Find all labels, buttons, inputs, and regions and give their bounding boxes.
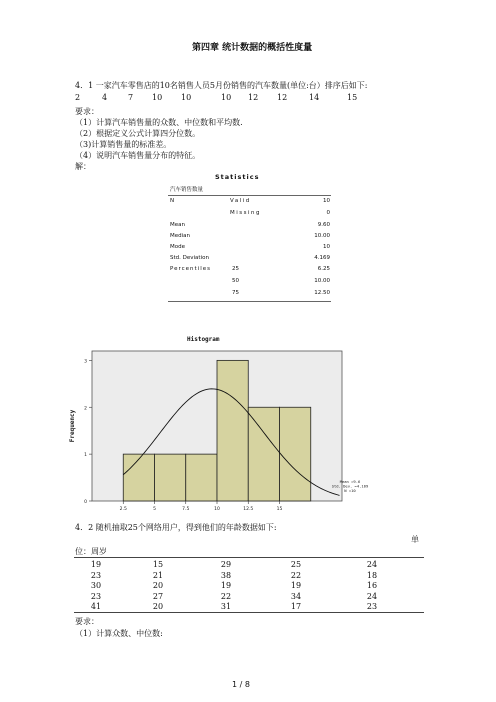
page-title: 第四章 统计数据的概括性度量: [192, 43, 313, 53]
stat-value: 9.60: [317, 222, 330, 228]
stat-sublabel: 25: [232, 266, 239, 272]
y-tick-label: 2: [84, 406, 87, 412]
requirement-item: （2）根据定义公式计算四分位数。: [75, 129, 201, 138]
histogram-bar: [123, 454, 154, 501]
age-cell: 24: [366, 560, 378, 569]
data-value: 15: [347, 93, 358, 102]
age-cell: 16: [366, 581, 378, 590]
stat-label: Std. Deviation: [170, 255, 209, 261]
data-value: 2: [75, 93, 81, 102]
stat-label: N: [170, 198, 175, 204]
page-number: 1 / 8: [232, 680, 250, 689]
histogram-bar: [217, 360, 248, 501]
data-value: 12: [248, 93, 259, 102]
x-tick-label: 15: [276, 507, 283, 512]
age-cell: 17: [290, 602, 302, 611]
stat-value: 12.50: [314, 290, 330, 296]
requirement-item: （1）计算众数、中位数:: [75, 629, 163, 638]
age-cell: 23: [366, 602, 378, 611]
data-value: 10: [221, 93, 232, 102]
question-4-2-intro: 4．2 随机抽取25个网络用户，得到他们的年龄数据如下:: [75, 523, 277, 532]
y-tick-label: 1: [84, 453, 87, 459]
stat-label: Mean: [170, 222, 185, 228]
age-cell: 30: [90, 581, 102, 590]
x-tick-label: 5: [153, 507, 156, 512]
solution-label: 解：: [75, 162, 91, 171]
stat-value: 10.00: [314, 278, 330, 284]
stat-sublabel: Valid: [230, 198, 251, 204]
age-cell: 19: [90, 560, 102, 569]
stat-label: Mode: [170, 244, 185, 250]
age-cell: 31: [220, 602, 232, 611]
age-cell: 19: [290, 581, 302, 590]
stat-sublabel: 50: [232, 278, 239, 284]
age-cell: 34: [290, 591, 302, 601]
data-value: 7: [128, 93, 134, 102]
legend-entry: Mean =9.6: [339, 479, 361, 484]
data-value: 10: [181, 93, 192, 102]
requirements-label: 要求：: [75, 107, 99, 116]
age-cell: 25: [290, 560, 302, 569]
stat-value: 10.00: [314, 233, 330, 239]
age-cell: 23: [90, 570, 102, 580]
requirement-item: （3)计算销售量的标准差。: [75, 140, 172, 149]
data-value: 4: [102, 93, 108, 102]
age-cell: 29: [220, 560, 232, 569]
data-value: 10: [152, 93, 163, 102]
histogram-bar: [280, 407, 311, 501]
legend-entry: Std. Dev. =4.169: [331, 483, 369, 489]
age-cell: 21: [152, 570, 164, 580]
age-cell: 19: [220, 581, 232, 590]
data-value: 14: [309, 93, 320, 102]
variable-label: 汽车销售数量: [170, 187, 204, 193]
x-tick-label: 2.5: [119, 507, 127, 512]
age-cell: 41: [90, 602, 102, 611]
age-cell: 38: [220, 570, 232, 580]
histogram-bar: [248, 407, 279, 501]
unit-label-right: 单: [411, 535, 419, 544]
unit-label: 位：周岁: [75, 547, 107, 556]
requirement-item: （4）说明汽车销售量分布的特征。: [75, 151, 201, 160]
y-tick-label: 3: [84, 359, 87, 365]
x-tick-label: 7.5: [182, 507, 190, 512]
x-tick-label: 12.5: [243, 507, 254, 512]
y-axis-label: Frequency: [69, 409, 76, 443]
histogram-title: Histogram: [187, 336, 220, 343]
requirements-label-4-2: 要求：: [75, 617, 99, 626]
data-value: 12: [277, 93, 288, 102]
y-tick-label: 0: [84, 500, 87, 505]
age-cell: 20: [152, 581, 164, 590]
stat-value: 6.25: [317, 266, 330, 272]
question-4-1-intro: 4．1 一家汽车零售店的10名销售人员5月份销售的汽车数量(单位:台）排序后如下:: [75, 81, 368, 90]
stat-value: 0: [326, 210, 330, 216]
histogram-bar: [186, 454, 217, 501]
x-tick-label: 10: [214, 507, 220, 512]
requirement-item: （1）计算汽车销售量的众数、中位数和平均数.: [75, 118, 243, 127]
stat-label: Percentiles: [170, 266, 212, 272]
stat-value: 10: [323, 244, 330, 250]
age-cell: 22: [290, 570, 302, 580]
histogram-bar: [155, 454, 186, 501]
histogram-chart: [64, 343, 369, 523]
age-cell: 27: [152, 591, 164, 601]
age-cell: 22: [220, 591, 232, 601]
age-cell: 20: [152, 602, 164, 611]
stat-value: 10: [323, 198, 330, 204]
statistics-title: Statistics: [215, 173, 260, 181]
stat-label: Median: [170, 233, 191, 239]
stat-sublabel: Missing: [230, 210, 262, 216]
age-cell: 24: [366, 591, 378, 601]
age-cell: 18: [366, 570, 378, 580]
stat-value: 4.169: [314, 255, 330, 261]
age-cell: 23: [90, 591, 102, 601]
age-cell: 15: [152, 560, 164, 569]
legend-entry: N =10: [344, 488, 356, 493]
stat-sublabel: 75: [232, 290, 239, 296]
